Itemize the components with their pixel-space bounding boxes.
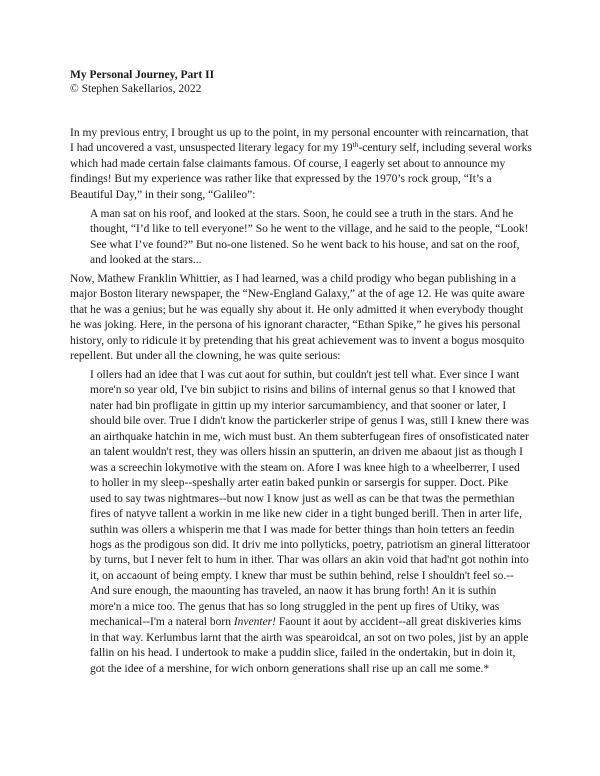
paragraph-whittier: Now, Mathew Franklin Whittier, as I had learned, was a child prodigy who began publishing in a major Boston literary newspaper, the “New-England Galaxy,” at the of age 12. He was quite aware that he was a genius; but he was equally shy about it. He only admitted it when everybody thought he was joking. Here, in the persona of his ignorant character, “Ethan Spike,” he gives his personal history, only to ridicule it by pretending that his great achievement was to invent a bogus mosquito repellent. But under all the clowning, he was quite serious:: [70, 273, 525, 363]
ethan-spike-quote-text-cont: Faount it aout by accident--all great diskiveries kims in that way. Kerlumbus larnt that the airth was spearoidcal, an sot on two poles, jist by an apple fallin on his head. I undertook to make a puddin slice, failed in the ondertakin, but in doin it, got the idee of a mershine, for wich onborn generations shall rise up an call me some.*: [90, 616, 529, 675]
copyright-line: © Stephen Sakellarios, 2022: [70, 83, 202, 95]
paragraph-intro-text: In my previous entry, I brought us up to the point, in my personal encounter with reincarnation, that I had uncovered a vast, unsuspected literary legacy for my 19: [70, 127, 529, 155]
ethan-spike-quote-text: I ollers had an idee that I was cut aout for suthin, but couldn't jest tell what. Ever since I want more'n so year old, I've bin subjict to risins and bilins of internal genus so that I knowed that nater had bin profligate in gittin up my interior sarcumambiency, and that sooner or later, I should bile over. True I didn't know the partickerler stripe of genus I was, still I knew there was an airthquake hatchin in me, wich must bust. An them subterfugean fires of onsofisticated nater an talent wouldn't rest, they was ollers hissin an sputterin, an driven me abaout jist as though I was a screechin lokymotive with the steam on. Afore I was knee high to a wheelberrer, I used to holler in my sleep--speshally arter eatin baked punkin or sarsergis for supper. Doct. Pike used to say twas nightmares--but now I know just as well as can be that twas the permethian fires of natyve tallent a workin in me like new cider in a tight bunged berill. Then in arter life, suthin was ollers a whisperin me that I was made for better things than hoin tetters an feedin hogs as the prodigous son did. It driv me into pollyticks, poetry, patriotism an gineral litteratoor by turns, but I never felt to hum in ither. Thar was ollars an akin void that had'nt got nothin into it, on accaount of being empty. I knew thar must be suthin behind, relse I shouldn't feel so.--And sure enough, the maounting has traveled, an naow it has brung forth! An it is suthin more'n a mice too. The genus that has so long struggled in the pent up fires of Utiky, was mechanical--I'm a nateral born: [90, 369, 531, 629]
song-quote: A man sat on his roof, and looked at the stars. Soon, he could see a truth in the stars. And he thought, “I’d like to tell everyone!” So he went to the village, and he said to the people, “Look! See what I’ve found?” But no-one listened. So he went back to his house, and sat on the roof, and looked at the stars...: [90, 208, 529, 267]
paragraph-intro-text-cont: -century self, including several works which had made certain false claimants famous. Of course, I eagerly set about to announce my findings! But my experience was rather like that expressed by the 1970’s rock group, “It’s a Beautiful Day,” in their song, “Galileo”:: [70, 142, 532, 201]
superscript-th: th: [352, 140, 359, 150]
paragraph-intro: [70, 126, 532, 203]
inventer-italic: Inventer!: [233, 616, 276, 629]
document-title: My Personal Journey, Part II: [70, 69, 215, 81]
ethan-spike-quote: [90, 368, 530, 677]
